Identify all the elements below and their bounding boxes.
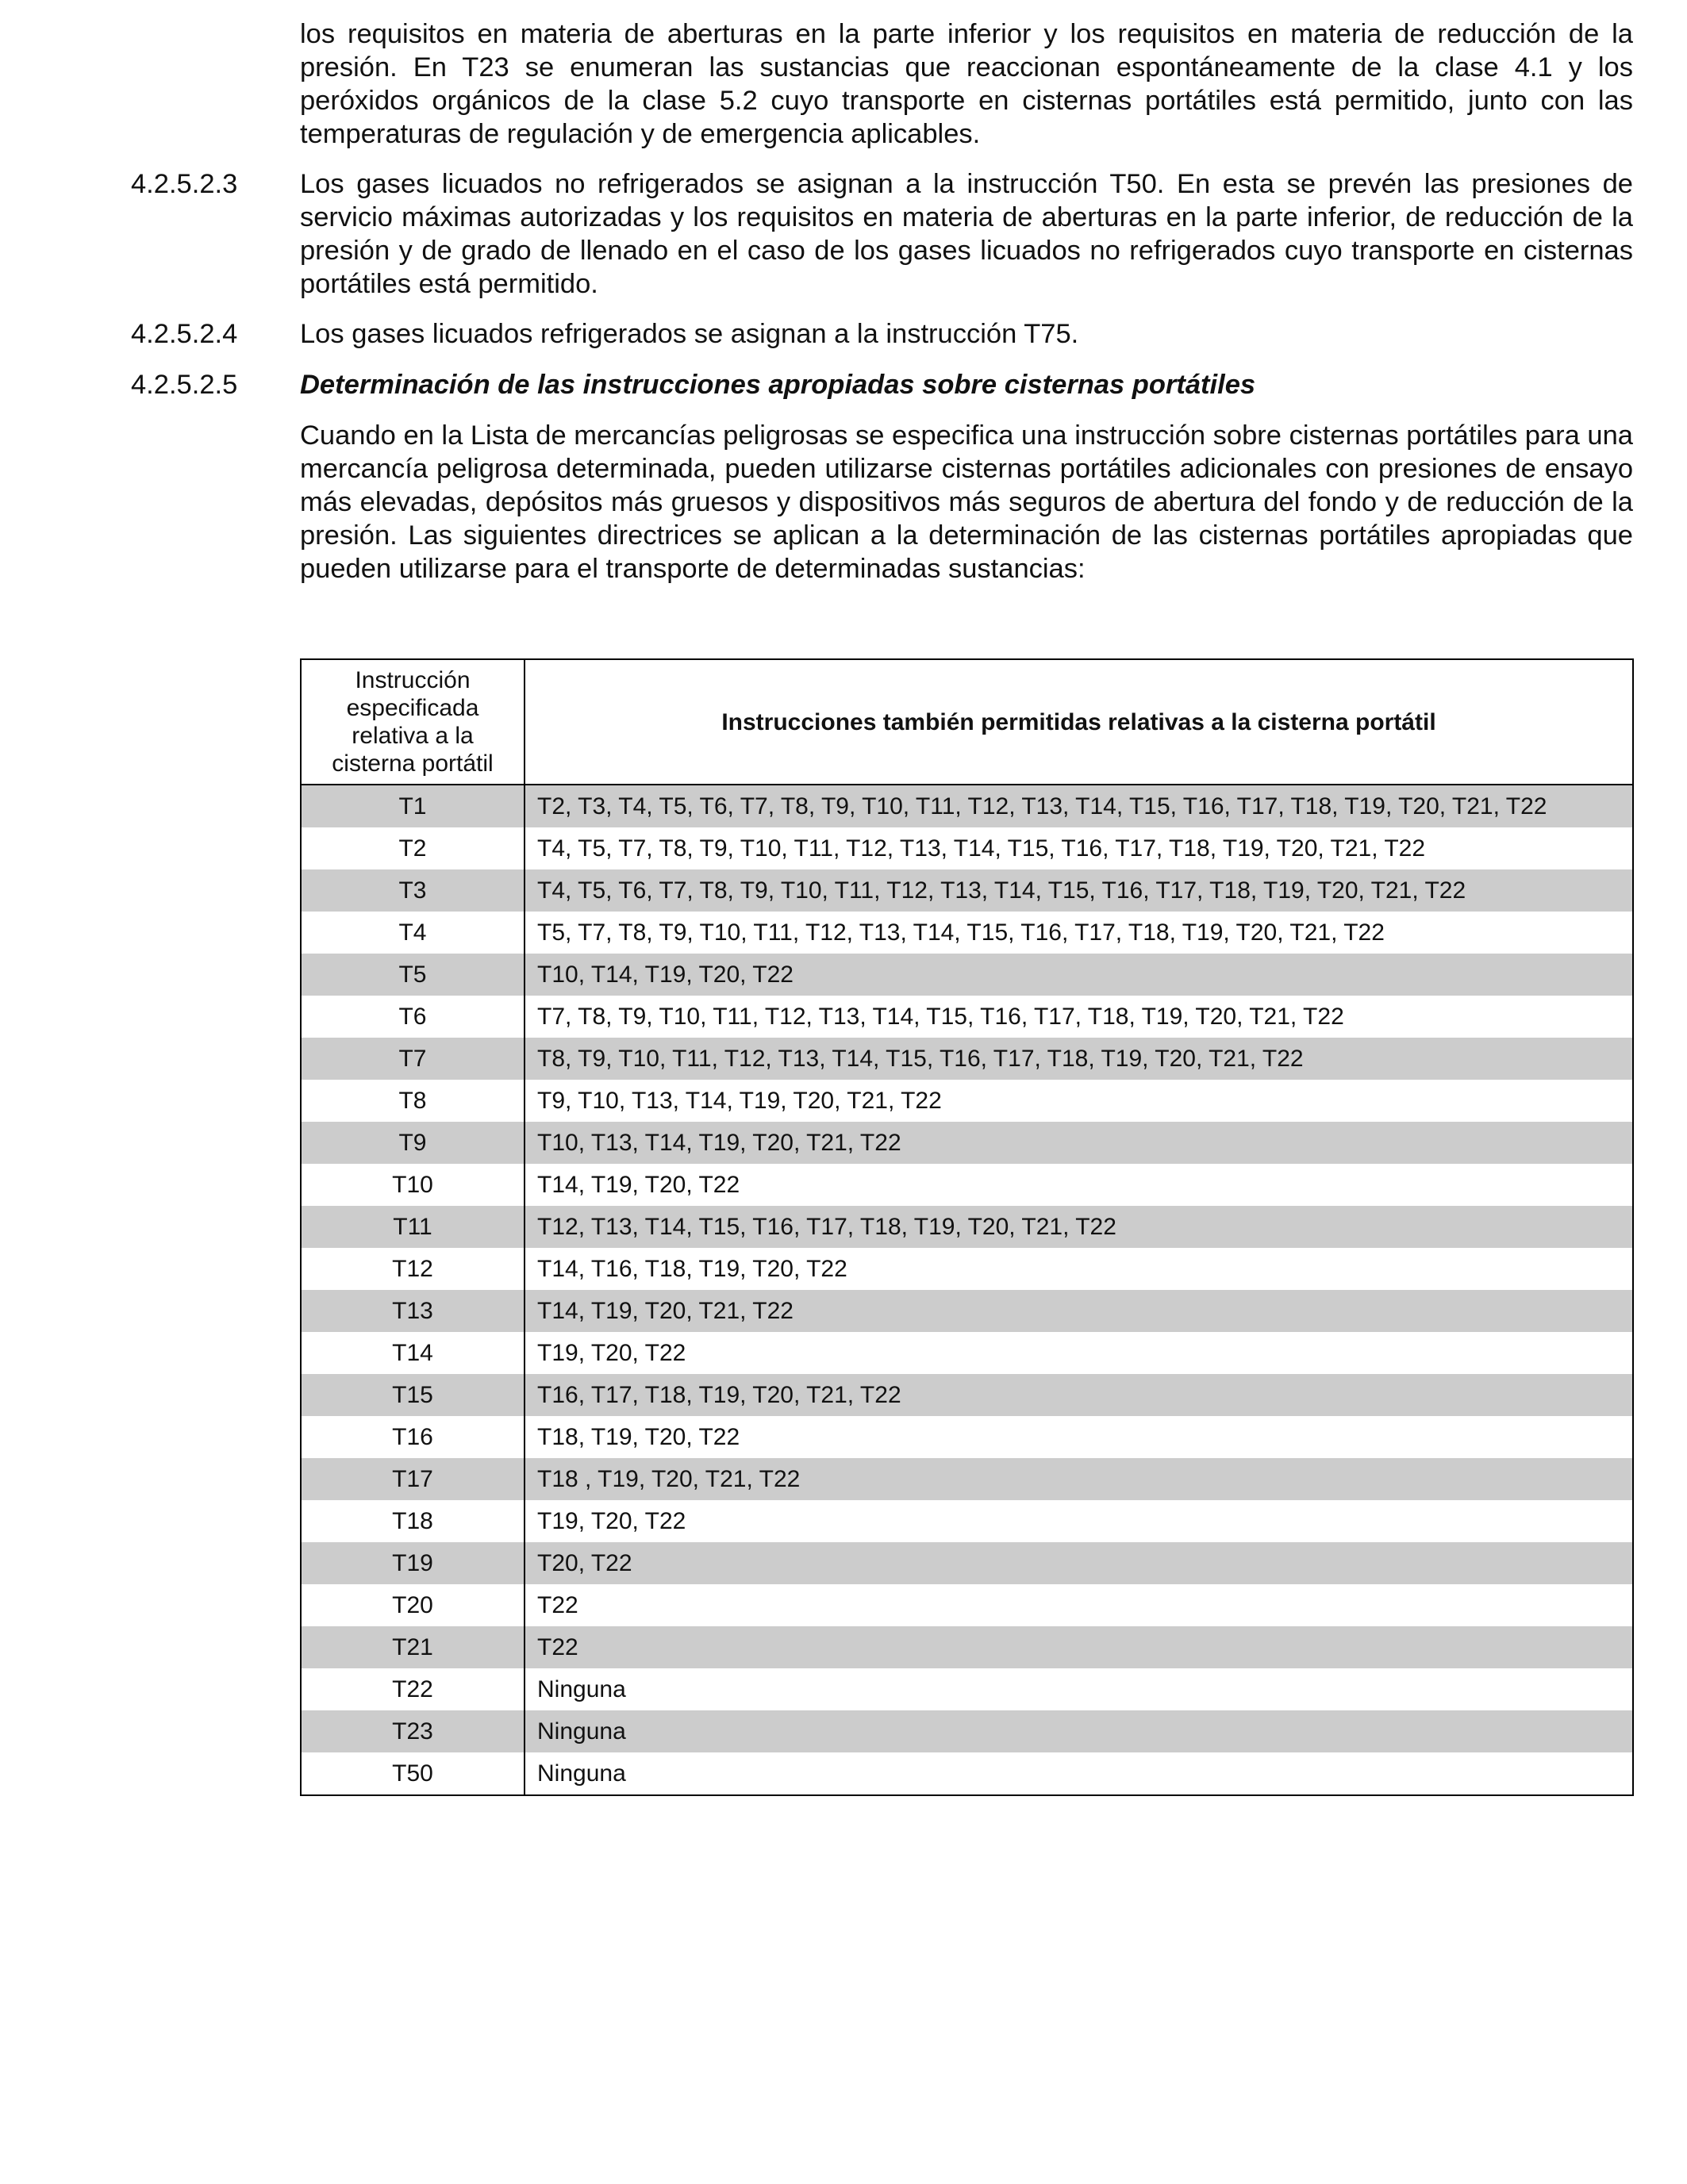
table-row	[301, 1332, 1633, 1374]
instruction-cell: T15	[301, 1374, 525, 1416]
permitted-instructions-cell: T5, T7, T8, T9, T10, T11, T12, T13, T14, T15, T16, T17, T18, T19, T20, T21, T22	[525, 912, 1633, 954]
instruction-cell: T1	[301, 785, 525, 827]
table-row	[301, 1584, 1633, 1626]
table-row	[301, 1542, 1633, 1584]
instruction-cell: T6	[301, 996, 525, 1038]
section-text-4-2-5-2-4: Los gases licuados refrigerados se asignan a la instrucción T75.	[300, 319, 1079, 349]
instruction-cell: T18	[301, 1500, 525, 1542]
instruction-cell: T23	[301, 1710, 525, 1752]
header-specified-instruction	[301, 659, 525, 785]
permitted-instructions-cell: T14, T19, T20, T22	[525, 1164, 1633, 1206]
header-col1-line: Instrucción	[355, 667, 471, 693]
instruction-cell: T20	[301, 1584, 525, 1626]
permitted-instructions-cell: Ninguna	[525, 1710, 1633, 1752]
permitted-instructions-cell: T22	[525, 1626, 1633, 1668]
table-row	[301, 869, 1633, 912]
instruction-cell: T12	[301, 1248, 525, 1290]
table-row	[301, 1248, 1633, 1290]
table-row	[301, 1122, 1633, 1164]
permitted-instructions-cell: T4, T5, T7, T8, T9, T10, T11, T12, T13, T14, T15, T16, T17, T18, T19, T20, T21, T22	[525, 827, 1633, 869]
table-row	[301, 954, 1633, 996]
table-row	[301, 1668, 1633, 1710]
instruction-cell: T10	[301, 1164, 525, 1206]
instruction-cell: T4	[301, 912, 525, 954]
instruction-cell: T14	[301, 1332, 525, 1374]
table-body	[301, 785, 1633, 1795]
permitted-instructions-cell: Ninguna	[525, 1668, 1633, 1710]
table-row	[301, 1290, 1633, 1332]
permitted-instructions-cell: T12, T13, T14, T15, T16, T17, T18, T19, T20, T21, T22	[525, 1206, 1633, 1248]
permitted-instructions-cell: T8, T9, T10, T11, T12, T13, T14, T15, T16, T17, T18, T19, T20, T21, T22	[525, 1038, 1633, 1080]
header-also-permitted: Instrucciones también permitidas relativas a la cisterna portátil	[525, 659, 1633, 785]
section-number-4-2-5-2-3: 4.2.5.2.3	[131, 169, 238, 199]
table-row	[301, 996, 1633, 1038]
instruction-cell: T11	[301, 1206, 525, 1248]
instruction-cell: T16	[301, 1416, 525, 1458]
instruction-cell: T22	[301, 1668, 525, 1710]
permitted-instructions-cell: Ninguna	[525, 1752, 1633, 1795]
instruction-cell: T9	[301, 1122, 525, 1164]
table-row	[301, 1710, 1633, 1752]
table-row	[301, 1374, 1633, 1416]
table-row	[301, 1080, 1633, 1122]
instruction-cell: T50	[301, 1752, 525, 1795]
permitted-instructions-cell: T18 , T19, T20, T21, T22	[525, 1458, 1633, 1500]
permitted-instructions-cell: T22	[525, 1584, 1633, 1626]
header-col1-line: relativa a la	[352, 723, 474, 749]
instruction-cell: T17	[301, 1458, 525, 1500]
header-col1-line: cisterna portátil	[332, 750, 494, 777]
table-row	[301, 1500, 1633, 1542]
permitted-instructions-cell: T14, T19, T20, T21, T22	[525, 1290, 1633, 1332]
table-row	[301, 1752, 1633, 1795]
header-col1-line: especificada	[346, 695, 479, 721]
permitted-instructions-cell: T9, T10, T13, T14, T19, T20, T21, T22	[525, 1080, 1633, 1122]
instruction-cell: T7	[301, 1038, 525, 1080]
instruction-cell: T19	[301, 1542, 525, 1584]
permitted-instructions-cell: T19, T20, T22	[525, 1500, 1633, 1542]
permitted-instructions-cell: T16, T17, T18, T19, T20, T21, T22	[525, 1374, 1633, 1416]
permitted-instructions-cell: T18, T19, T20, T22	[525, 1416, 1633, 1458]
table-row	[301, 1626, 1633, 1668]
section-number-4-2-5-2-5: 4.2.5.2.5	[131, 370, 238, 400]
table-row	[301, 1206, 1633, 1248]
table-row	[301, 1416, 1633, 1458]
section-text-4-2-5-2-5: Cuando en la Lista de mercancías peligrosas se especifica una instrucción sobre cisternas portátiles para una mercancía peligrosa determinada, pueden utilizarse cisternas portátiles adicionales con presiones de ensayo más elevadas, depósitos más gruesos y dispositivos más seguros de abertura del fondo y de reducción de la presión. Las siguientes directrices se aplican a la determinación de las cisternas portátiles apropiadas que pueden utilizarse para el transporte de determinadas sustancias:	[300, 420, 1633, 584]
instruction-cell: T21	[301, 1626, 525, 1668]
instruction-cell: T8	[301, 1080, 525, 1122]
permitted-instructions-cell: T10, T14, T19, T20, T22	[525, 954, 1633, 996]
instruction-cell: T3	[301, 869, 525, 912]
instruction-cell: T2	[301, 827, 525, 869]
portable-tank-instructions-table	[300, 658, 1634, 1796]
table-row	[301, 1038, 1633, 1080]
permitted-instructions-cell: T2, T3, T4, T5, T6, T7, T8, T9, T10, T11, T12, T13, T14, T15, T16, T17, T18, T19, T20, T21, T22	[525, 785, 1633, 827]
table-row	[301, 1164, 1633, 1206]
section-heading-4-2-5-2-5: Determinación de las instrucciones apropiadas sobre cisternas portátiles	[300, 370, 1256, 400]
table-row	[301, 1458, 1633, 1500]
permitted-instructions-cell: T4, T5, T6, T7, T8, T9, T10, T11, T12, T13, T14, T15, T16, T17, T18, T19, T20, T21, T22	[525, 869, 1633, 912]
permitted-instructions-cell: T7, T8, T9, T10, T11, T12, T13, T14, T15, T16, T17, T18, T19, T20, T21, T22	[525, 996, 1633, 1038]
intro-paragraph: los requisitos en materia de aberturas en la parte inferior y los requisitos en materia de reducción de la presión. En T23 se enumeran las sustancias que reaccionan espontáneamente de la clase 4.1 y los peróxidos orgánicos de la clase 5.2 cuyo transporte en cisternas portátiles está permitido, junto con las temperaturas de regulación y de emergencia aplicables.	[300, 19, 1633, 149]
section-number-4-2-5-2-4: 4.2.5.2.4	[131, 319, 238, 349]
permitted-instructions-cell: T14, T16, T18, T19, T20, T22	[525, 1248, 1633, 1290]
table-row	[301, 785, 1633, 827]
table-header-row	[301, 659, 1633, 785]
permitted-instructions-cell: T10, T13, T14, T19, T20, T21, T22	[525, 1122, 1633, 1164]
table-row	[301, 827, 1633, 869]
permitted-instructions-cell: T19, T20, T22	[525, 1332, 1633, 1374]
instruction-cell: T13	[301, 1290, 525, 1332]
permitted-instructions-cell: T20, T22	[525, 1542, 1633, 1584]
section-text-4-2-5-2-3: Los gases licuados no refrigerados se asignan a la instrucción T50. En esta se prevén las presiones de servicio máximas autorizadas y los requisitos en materia de aberturas en la parte inferior, de reducción de la presión y de grado de llenado en el caso de los gases licuados no refrigerados cuyo transporte en cisternas portátiles está permitido.	[300, 169, 1633, 299]
table-row	[301, 912, 1633, 954]
instruction-cell: T5	[301, 954, 525, 996]
